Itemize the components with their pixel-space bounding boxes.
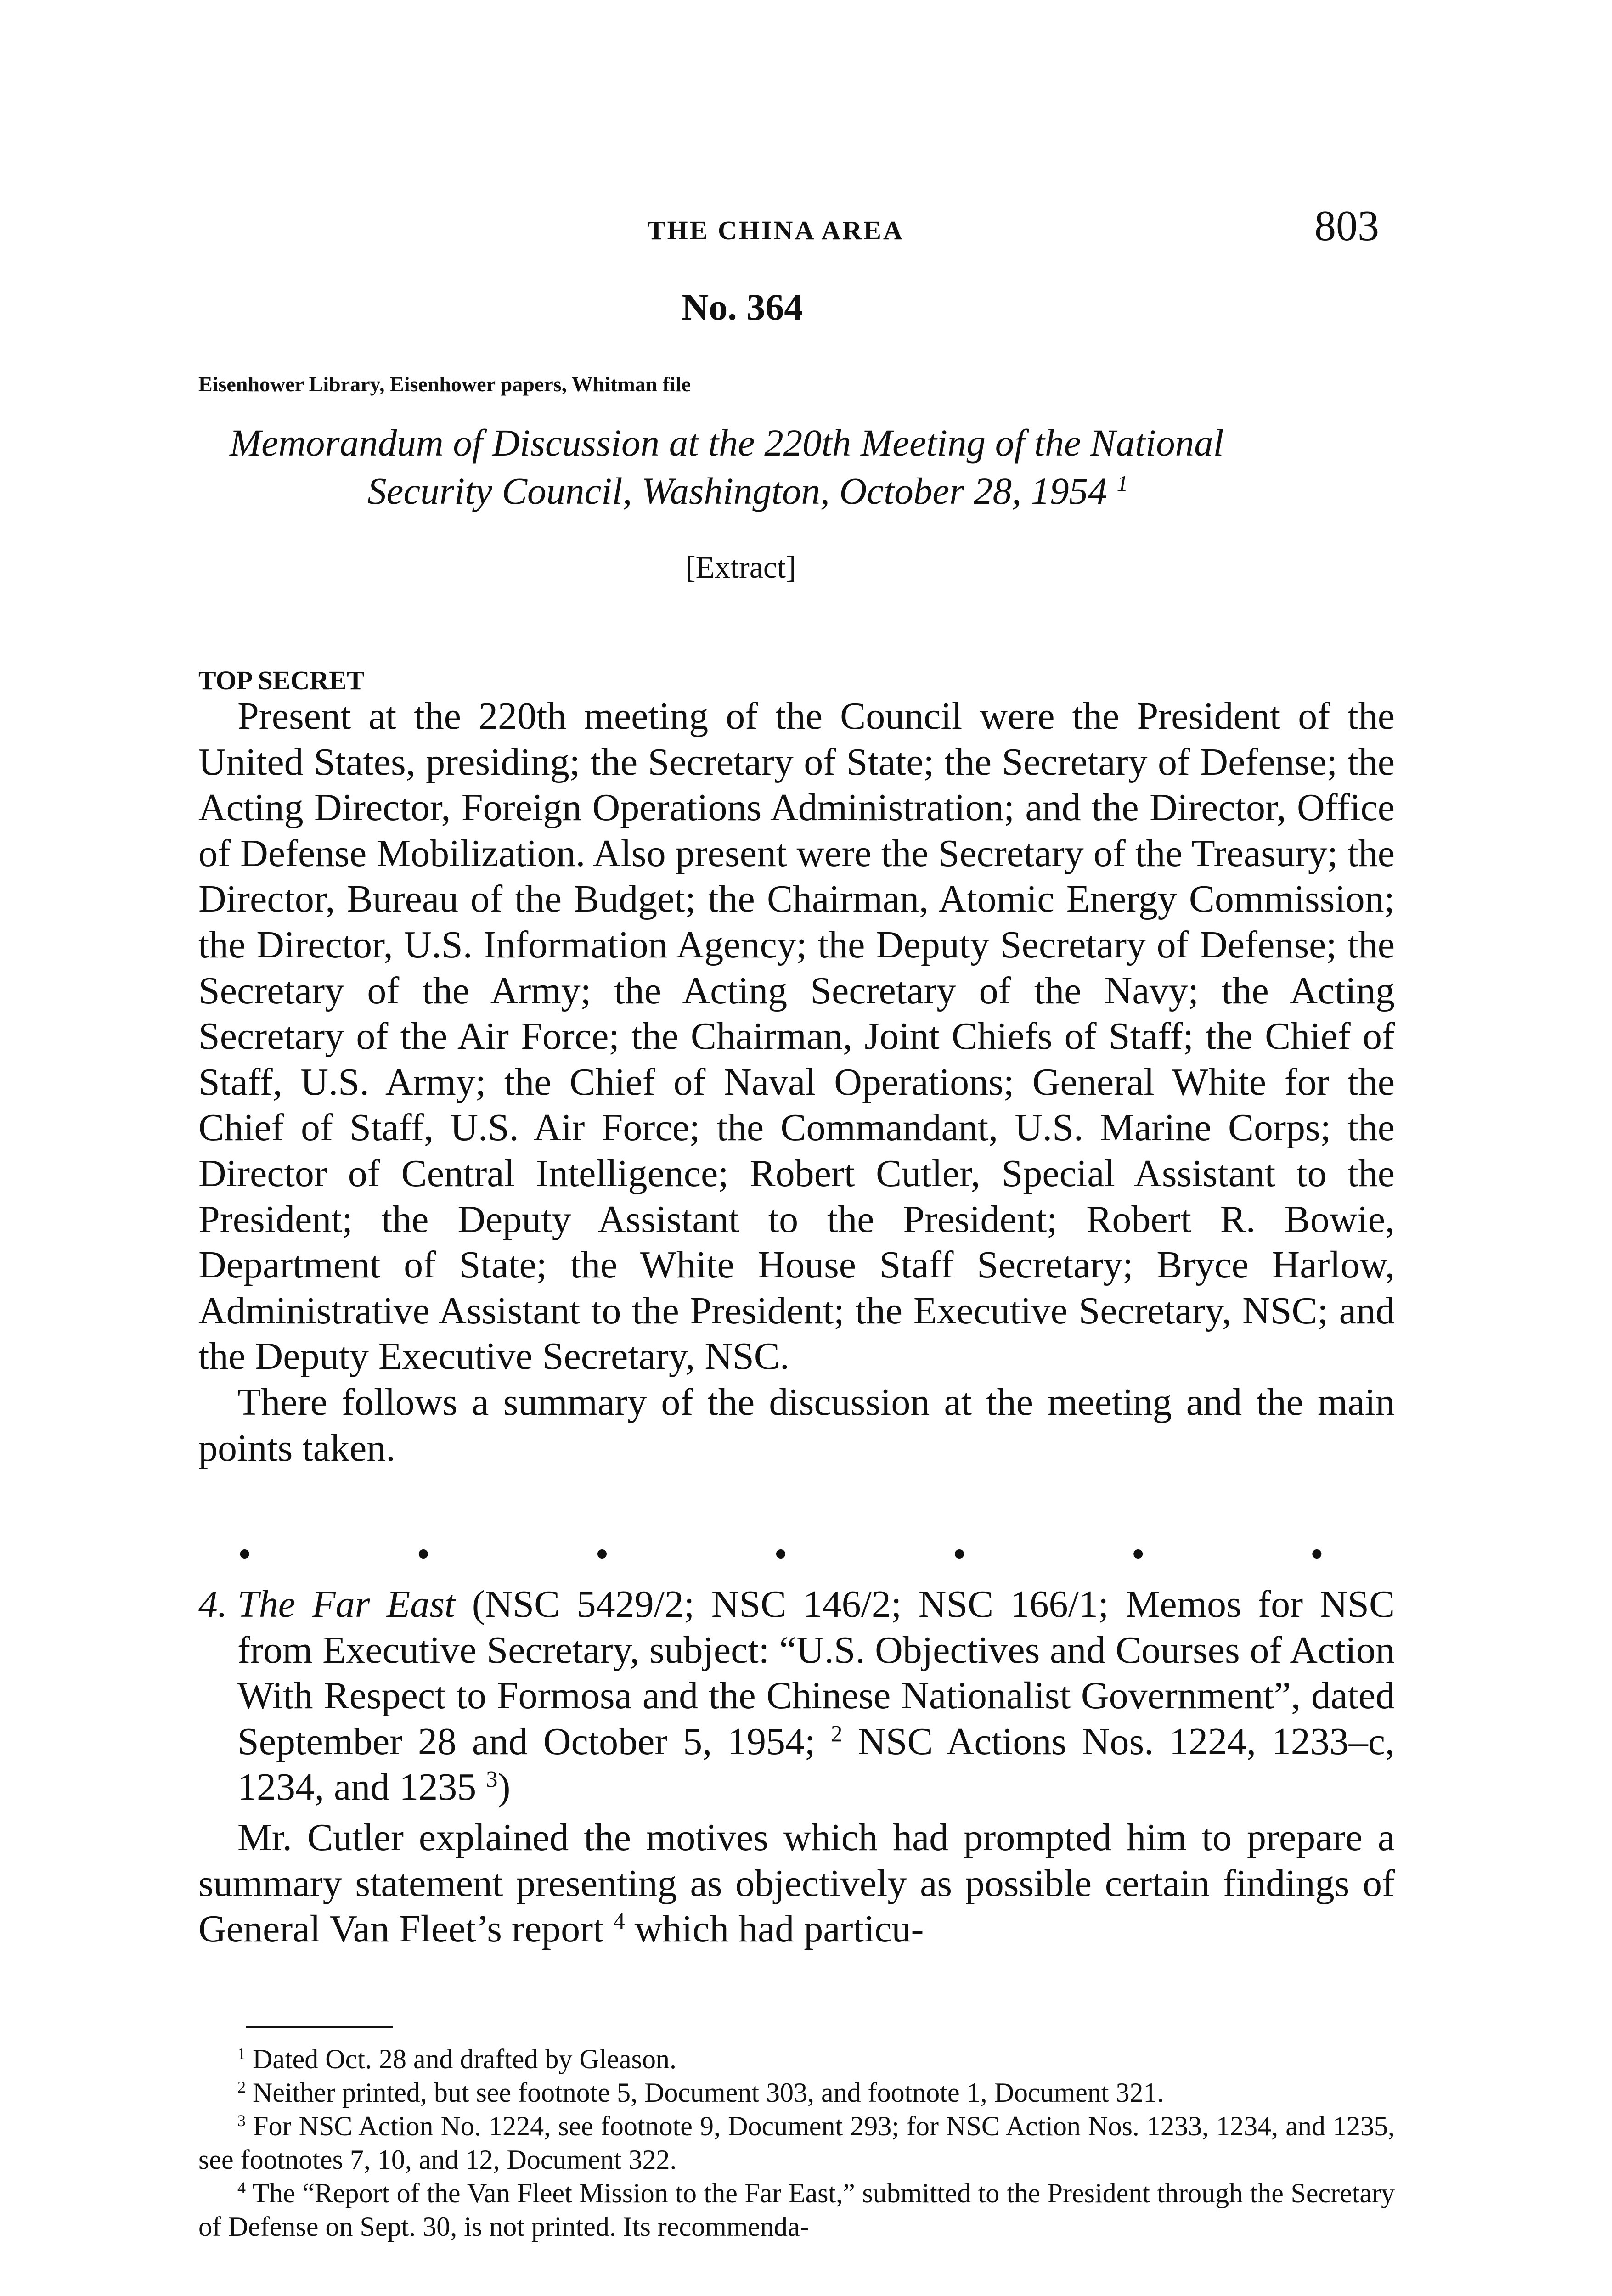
footnote-ref: 2 (831, 1721, 843, 1747)
paragraph-text-b: which had particu- (625, 1908, 924, 1951)
footnote (198, 2110, 1395, 2177)
footnote-marker: 4 (237, 2178, 246, 2197)
running-head: THE CHINA AREA (648, 215, 904, 245)
discussion-paragraph (198, 1815, 1395, 1952)
ellipsis-dot: • (1310, 1533, 1324, 1576)
footnote-marker: 1 (237, 2044, 246, 2063)
agenda-item-text: (NSC 5429/2; NSC 146/2; NSC 166/1; Memos for NSC from Executive Secretary, subject: “U.S. Objectives and Courses of Action With Respect to Formosa and the Chinese Nationalist Government”, dated September 28 and October 5, 1954; (237, 1583, 1395, 1763)
document-title-line1: Memorandum of Discussion at the 220th Meeting of the National (230, 422, 1224, 464)
footnote-ref: 3 (486, 1766, 498, 1792)
extract-label: [Extract] (685, 550, 796, 585)
ellipsis-dot: • (238, 1533, 252, 1576)
footnote-text: Dated Oct. 28 and drafted by Gleason. (246, 2044, 677, 2074)
ellipsis-dot: • (953, 1533, 966, 1576)
agenda-item-heading: The Far East (237, 1583, 456, 1626)
page-number: 803 (1314, 202, 1379, 250)
ellipsis-dot: • (417, 1533, 430, 1576)
document-title (230, 419, 1405, 515)
agenda-item (198, 1581, 1395, 1810)
footnote-divider (246, 2026, 393, 2028)
footnote-text: The “Report of the Van Fleet Mission to the Far East,” submitted to the President through the Secretary of Defense on Sept. 30, is not printed. Its recommenda- (198, 2178, 1395, 2242)
paragraph-text: Present at the 220th meeting of the Council were the President of the United States, presiding; the Secretary of State; the Secretary of Defense; the Acting Director, Foreign Operations Administration; and the Director, Office of Defense Mobilization. Also present were the Secretary of the Treasury; the Director, Bureau of the Budget; the Chairman, Atomic Energy Commission; the Director, U.S. Information Agency; the Deputy Secretary of Defense; the Secretary of the Army; the Acting Secretary of the Navy; the Acting Secretary of the Air Force; the Chairman, Joint Chiefs of Staff; the Chief of Staff, U.S. Army; the Chief of Naval Operations; General White for the Chief of Staff, U.S. Air Force; the Commandant, U.S. Marine Corps; the Director of Central Intelligence; Robert Cutler, Special Assistant to the President; the Deputy Assistant to the President; Robert R. Bowie, Department of State; the White House Staff Secretary; Bryce Harlow, Administrative Assistant to the President; the Executive Secretary, NSC; and the Deputy Executive Secretary, NSC. (198, 695, 1395, 1378)
footnote-text: Neither printed, but see footnote 5, Document 303, and footnote 1, Document 321. (246, 2077, 1164, 2108)
agenda-item-text: NSC Actions Nos. 1224, 1233–c, 1234, and 1235 (237, 1720, 1395, 1809)
footnote-marker: 3 (237, 2111, 246, 2130)
ellipsis-dot: • (774, 1533, 788, 1576)
agenda-item-number: 4. (198, 1583, 227, 1626)
ellipsis-dot: • (595, 1533, 609, 1576)
paragraph-text-a: Mr. Cutler explained the motives which had prompted him to prepare a summary statement presenting as objectively as possible certain findings of General Van Fleet’s report (198, 1816, 1395, 1951)
ellipsis-dot: • (1131, 1533, 1145, 1576)
classification-label: TOP SECRET (198, 665, 365, 695)
source-note: Eisenhower Library, Eisenhower papers, Whitman file (198, 372, 691, 396)
footnote (198, 2076, 1395, 2110)
attendance-paragraph (198, 693, 1395, 1471)
footnote-text: For NSC Action No. 1224, see footnote 9, Document 293; for NSC Action Nos. 1233, 1234, and 1235, see footnotes 7, 10, and 12, Document 322. (198, 2111, 1395, 2175)
document-title-line2-wrap (230, 467, 1405, 515)
footnote-ref: 4 (613, 1908, 625, 1934)
ellipsis-row (238, 1533, 1324, 1576)
footnote (198, 2043, 1395, 2076)
footnotes (198, 2043, 1395, 2244)
footnote-marker: 2 (237, 2078, 246, 2097)
paragraph-text: There follows a summary of the discussion at the meeting and the main points taken. (198, 1380, 1395, 1469)
footnote (198, 2177, 1395, 2244)
document-number: No. 364 (682, 286, 803, 328)
footnote-ref: 1 (1116, 471, 1128, 496)
agenda-item-content (237, 1581, 1395, 1810)
paragraph-text (198, 1815, 1395, 1952)
document-title-line2: Security Council, Washington, October 28, 1954 (367, 470, 1107, 512)
agenda-item-text: ) (497, 1766, 511, 1809)
